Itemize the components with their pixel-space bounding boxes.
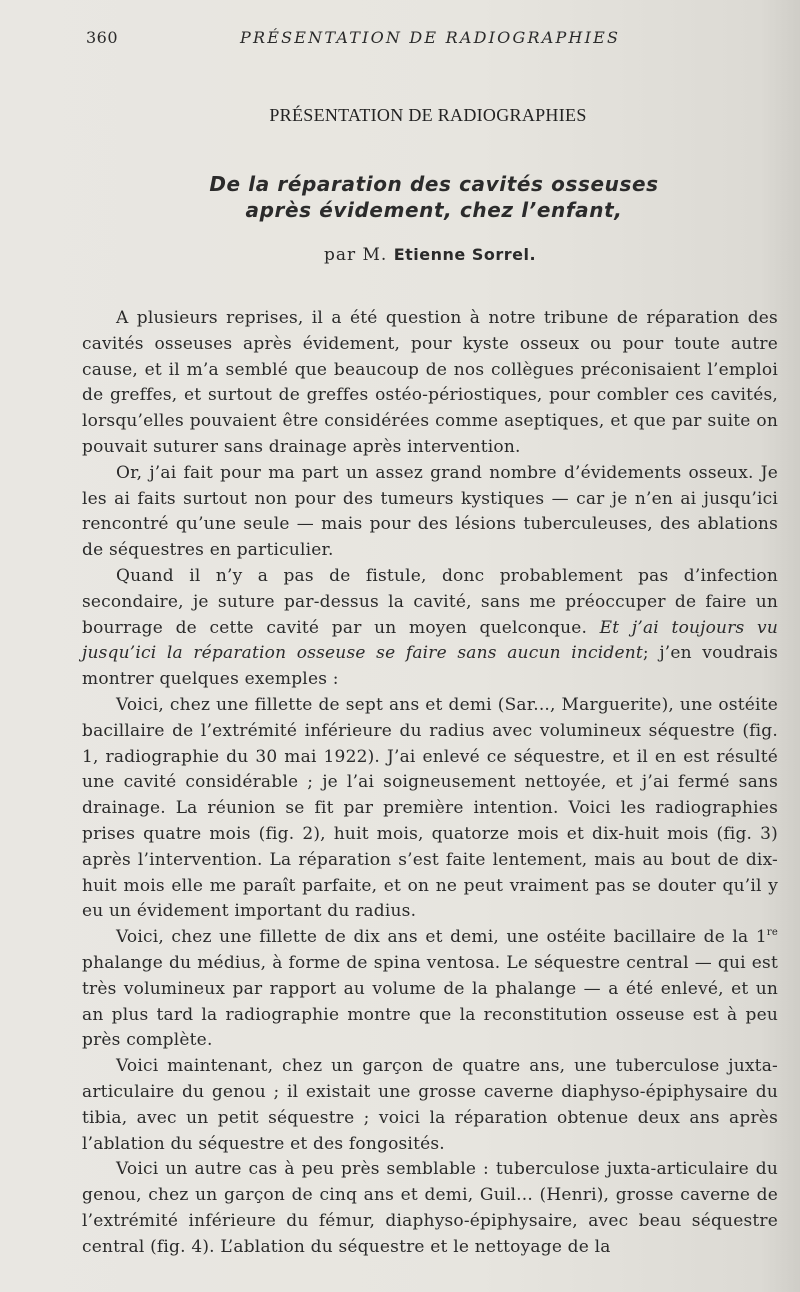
author-prefix: par M.	[323, 245, 394, 265]
paragraph-4: Voici, chez une fillette de sept ans et demi (Sar..., Marguerite), une ostéite bacillaire de l’extrémité inférieure du radius avec volumineux séquestre (fig. 1, radiographie du 30 mai 1922). J’ai enlevé ce séquestre, et il en est résulté une cavité considérable ; je l’ai soigneusement nettoyée, et j’ai fermé sans drainage. La réunion se fit par première intention. Voici les radiographies prises quatre mois (fig. 2), huit mois, quatorze mois et dix-huit mois (fig. 3) après l’intervention. La réparation s’est faite lentement, mais au bout de dix-huit mois elle me paraît parfaite, et on ne peut vraiment pas se douter qu’il y eu un évidement important du radius.	[82, 694, 778, 922]
page-number: 360	[86, 28, 119, 47]
author-name: Etienne Sorrel.	[393, 245, 537, 264]
paragraph-5-end: phalange du médius, à forme de spina ventosa. Le séquestre central — qui est très volumineux par rapport au volume de la phalange — a été enlevé, et un an plus tard la radiographie montre que la reconstitution osseuse est à peu près complète.	[82, 952, 778, 1051]
paragraph-3-end: ; j’en voudrais montrer quelques exemples :	[82, 643, 778, 690]
article-heading: PRÉSENTATION DE RADIOGRAPHIES	[269, 105, 587, 125]
article-title-line-1: De la réparation des cavités osseuses	[209, 172, 659, 196]
paragraph-3-text: Quand il n’y a pas de fistule, donc probablement pas d’infection secondaire, je suture par-dessus la cavité, sans me préoccuper de faire un bourrage de cette cavité par un moyen quelconque.	[82, 565, 778, 638]
paragraph-5-superscript: re	[766, 927, 778, 939]
paragraph-6: Voici maintenant, chez un garçon de quatre ans, une tuberculose juxta-articulaire du genou ; il existait une grosse caverne diaphyso-épiphysaire du tibia, avec un petit séquestre ; voici la réparation obtenue deux ans après l’ablation du séquestre et des fongosités.	[82, 1056, 778, 1154]
running-head	[86, 28, 776, 50]
paragraph-5-text: Voici, chez une fillette de dix ans et demi, une ostéite bacillaire de la 1	[116, 927, 767, 948]
article-body	[82, 306, 778, 1260]
article-title-line-2: après évidement, chez l’enfant,	[245, 198, 623, 222]
paragraph-5	[82, 925, 778, 1054]
paragraph-7: Voici un autre cas à peu près semblable : tuberculose juxta-articulaire du genou, chez un garçon de cinq ans et demi, Guil... (Henri), grosse caverne de l’extrémité inférieure du fémur, diaphyso-épiphysaire, avec beau séquestre central (fig. 4). L’ablation du séquestre et le nettoyage de la	[82, 1159, 778, 1257]
paragraph-3-emphasis: Et j’ai toujours vu jusqu’ici la réparation osseuse se faire sans aucun incident	[82, 617, 778, 664]
author-line	[0, 245, 800, 265]
paragraph-3	[82, 564, 778, 693]
paragraph-2: Or, j’ai fait pour ma part un assez grand nombre d’évidements osseux. Je les ai faits surtout non pour des tumeurs kystiques — car je n’en ai jusqu’ici rencontré qu’une seule — mais pour des lésions tuberculeuses, des ablations de séquestres en particulier.	[82, 462, 778, 561]
paragraph-1: A plusieurs reprises, il a été question à notre tribune de réparation des cavités osseuses après évidement, pour kyste osseux ou pour toute autre cause, et il m’a semblé que beaucoup de nos collègues préconisaient l’emploi de greffes, et surtout de greffes ostéo-périostiques, pour combler ces cavités, lorsqu’elles pouvaient être considérées comme aseptiques, et que par suite on pouvait suturer sans drainage après intervention.	[82, 308, 778, 457]
running-title: PRÉSENTATION DE RADIOGRAPHIES	[240, 28, 621, 47]
